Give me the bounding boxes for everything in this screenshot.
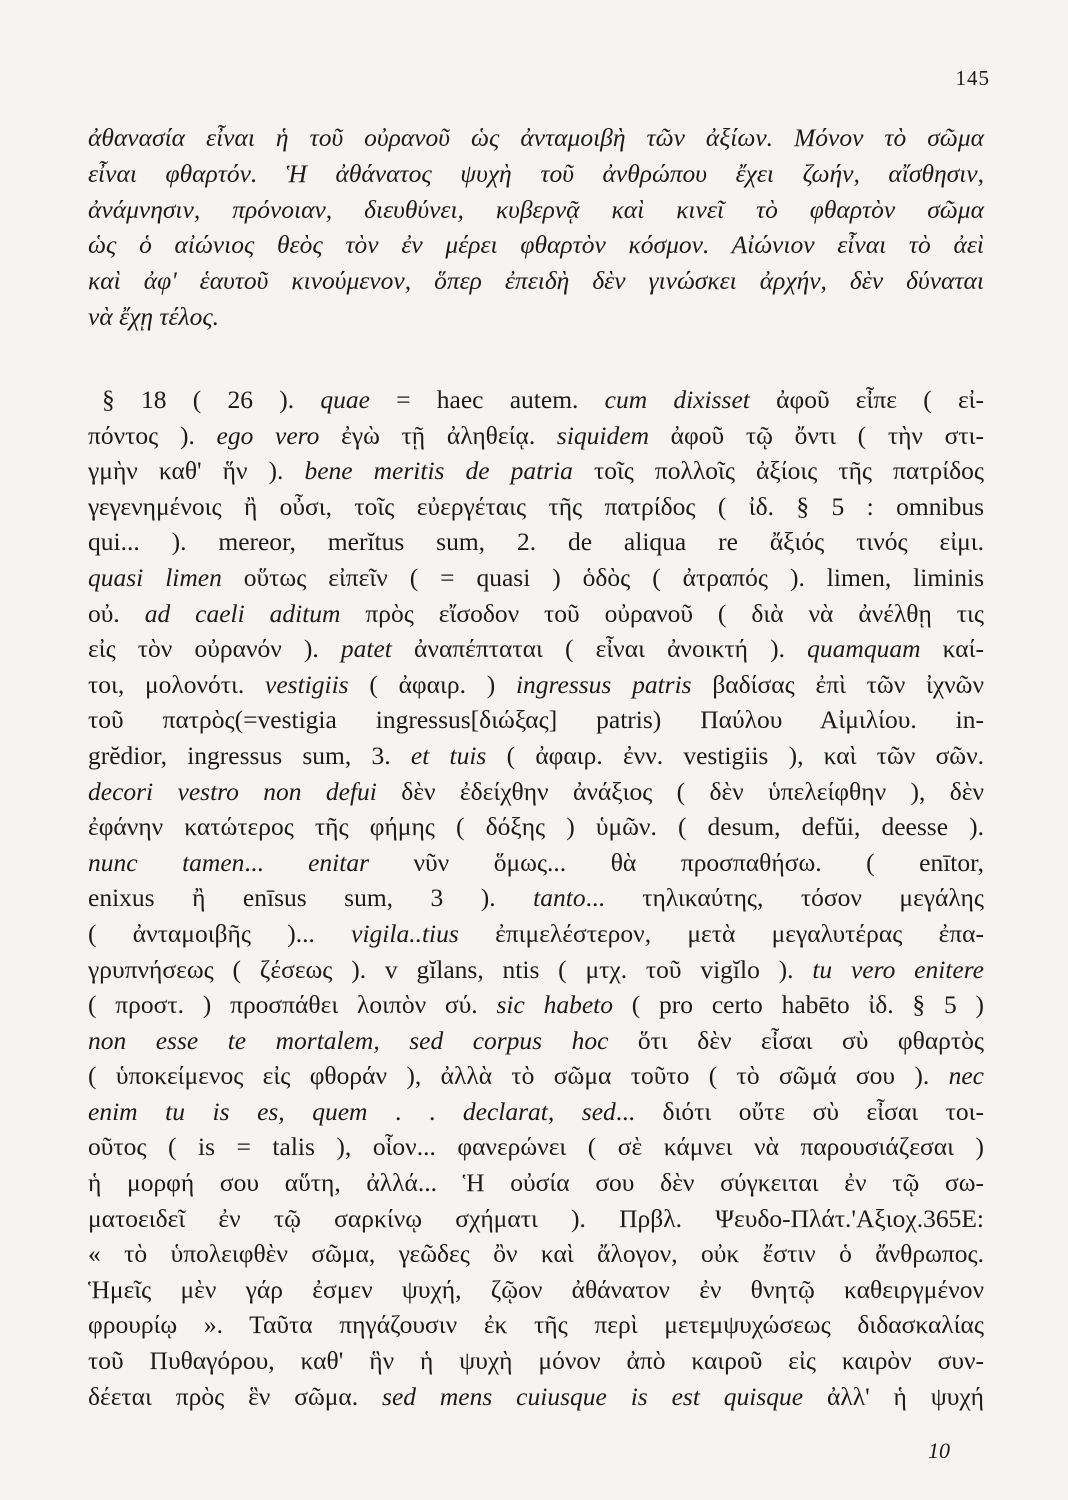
latin-lemma: patet	[340, 634, 392, 664]
gloss-text: ὅτι δὲν εἶσαι σὺ φθαρτὸς	[608, 1025, 984, 1055]
intro-line: ἀνάμνησιν, πρόνοιαν, διευθύνει, κυβερνᾷ καὶ κινεῖ τὸ φθαρτὸν σῶμα	[88, 194, 984, 224]
commentary-line	[88, 1236, 984, 1272]
commentary-line	[88, 1307, 984, 1343]
gloss-text: πρὸς εἴσοδον τοῦ οὐρανοῦ ( διὰ νὰ ἀνέλθῃ τις	[340, 598, 984, 628]
commentary-line	[88, 1201, 984, 1237]
commentary-line	[88, 596, 984, 632]
latin-lemma: enitar	[308, 847, 369, 877]
gloss-text: ( ἀφαιρ. )	[348, 669, 516, 699]
commentary-line	[88, 738, 984, 774]
commentary-line	[88, 418, 984, 454]
latin-lemma: tanto	[533, 883, 586, 913]
latin-lemma: nunc tamen	[88, 847, 245, 877]
latin-lemma: vigila..tius	[351, 918, 459, 948]
intro-line: ὡς ὁ αἰώνιος θεὸς τὸν ἐν μέρει φθαρτὸν κόσμον. Αἰώνιον εἶναι τὸ ἀεὶ	[88, 230, 984, 260]
latin-lemma: enim tu is es, quem	[88, 1096, 368, 1126]
gloss-text: νῦν ὅμως... θὰ προσπαθήσω. ( enītor,	[369, 847, 984, 877]
gloss-text: ἐπιμελέστερον, μετὰ μεγαλυτέρας ἐπα-	[458, 918, 985, 948]
latin-lemma: declarat, sed	[462, 1096, 616, 1126]
commentary-line	[88, 987, 984, 1023]
gloss-text: Ἡμεῖς μὲν γάρ ἐσμεν ψυχή, ζῷον ἀθάνατον ἐν θνητῷ καθειργμένον	[88, 1274, 984, 1304]
commentary-line	[88, 489, 984, 525]
gloss-text: . .	[367, 1096, 463, 1126]
commentary-line	[88, 667, 984, 703]
gloss-text: τοῦ πατρὸς(=vestigia ingressus[διώξας] patris) Παύλου Αἰμιλίου. in-	[88, 705, 984, 735]
latin-lemma: bene meritis de patria	[304, 456, 573, 486]
commentary-line	[88, 1058, 984, 1094]
gloss-text: enixus ἢ enīsus sum, 3 ).	[88, 883, 534, 913]
commentary-paragraph	[88, 382, 984, 1414]
latin-lemma: tu vero enitere	[812, 954, 984, 984]
latin-lemma: siquidem	[556, 420, 649, 450]
gloss-text: βαδίσας ἐπὶ τῶν ἰχνῶν	[691, 669, 984, 699]
gloss-text: ἀναπέπταται ( εἶναι ἀνοικτή ).	[391, 634, 808, 664]
latin-lemma: nec	[948, 1061, 984, 1091]
latin-lemma: et tuis	[410, 740, 487, 770]
gloss-text: πόντος ).	[88, 420, 217, 450]
latin-lemma: quasi limen	[88, 562, 222, 592]
gloss-text: ( ὑποκείμενος εἰς φθοράν ), ἀλλὰ τὸ σῶμα τοῦτο ( τὸ σῶμά σου ).	[88, 1061, 949, 1091]
gloss-text: « τὸ ὑπολειφθὲν σῶμα, γεῶδες ὂν καὶ ἄλογον, οὐκ ἔστιν ὁ ἄνθρωπος.	[88, 1239, 984, 1269]
gloss-text: τοῦ Πυθαγόρου, καθ' ἣν ἡ ψυχὴ μόνον ἀπὸ καιροῦ εἰς καιρὸν συν-	[88, 1346, 984, 1376]
gloss-text: οῦτος ( is = talis ), οἷον... φανερώνει ( σὲ κάμνει νὰ παρουσιάζεσαι )	[88, 1132, 984, 1162]
gloss-text: ἀλλ' ἡ ψυχή	[803, 1381, 984, 1411]
gloss-text: ἐφάνην κατώτερος τῆς φήμης ( δόξης ) ὑμῶν. ( desum, defŭi, deesse ).	[88, 812, 984, 842]
gloss-text: ( pro certo habēto ἰδ. § 5 )	[612, 990, 984, 1020]
intro-paragraph	[88, 120, 984, 335]
gloss-text: γμὴν καθ' ἥν ).	[88, 456, 305, 486]
gloss-text: ( ἀνταμοιβῆς )...	[88, 918, 352, 948]
commentary-line	[88, 453, 984, 489]
latin-lemma: decori vestro non defui	[88, 776, 377, 806]
gloss-text: ...	[244, 847, 309, 877]
gloss-text: τοι, μολονότι.	[88, 669, 266, 699]
commentary-line	[88, 382, 984, 418]
gloss-text: grĕdior, ingressus sum, 3.	[88, 740, 411, 770]
gloss-text: γεγενημένοις ἢ οὖσι, τοῖς εὐεργέταις τῆς πατρίδος ( ἰδ. § 5 : omnibus	[88, 491, 984, 521]
commentary-line	[88, 1379, 984, 1415]
commentary-line	[88, 845, 984, 881]
gloss-text: εἰς τὸν οὐρανόν ).	[88, 634, 341, 664]
latin-lemma: quamquam	[807, 634, 921, 664]
commentary-line	[88, 1343, 984, 1379]
gloss-text: ματοειδεῖ ἐν τῷ σαρκίνῳ σχήματι ). Πρβλ. Ψευδο-Πλάτ.'Αξιοχ.365E:	[88, 1203, 984, 1233]
latin-lemma: quae	[320, 385, 370, 414]
gloss-text: φρουρίῳ ». Ταῦτα πηγάζουσιν ἐκ τῆς περὶ μετεμψυχώσεως διδασκαλίας	[88, 1310, 984, 1340]
gloss-text: δὲν ἐδείχθην ἀνάξιος ( δὲν ὑπελείφθην ), δὲν	[376, 776, 984, 806]
latin-lemma: ad caeli aditum	[144, 598, 341, 628]
commentary-line	[88, 1129, 984, 1165]
gloss-text: οὐ.	[88, 598, 145, 628]
gloss-text: ... τηλικαύτης, τόσον μεγάλης	[585, 883, 984, 913]
commentary-line	[88, 952, 984, 988]
commentary-line	[88, 631, 984, 667]
commentary-line	[88, 916, 984, 952]
gloss-text: ( προστ. ) προσπάθει λοιπὸν σύ.	[88, 990, 497, 1020]
gloss-text: ἀφοῦ εἶπε ( εἰ-	[749, 385, 984, 414]
commentary-line	[88, 809, 984, 845]
gloss-text: ἐγὼ τῇ ἀληθείᾳ.	[319, 420, 557, 450]
latin-lemma: non esse te mortalem, sed corpus hoc	[88, 1025, 609, 1055]
gloss-text: qui... ). mereor, merĭtus sum, 2. de aliqua re ἄξιός τινός εἰμι.	[88, 527, 984, 557]
signature-mark: 10	[928, 1438, 950, 1463]
gloss-text: καί-	[920, 634, 984, 664]
intro-line: εἶναι φθαρτόν. Ἡ ἀθάνατος ψυχὴ τοῦ ἀνθρώπου ἔχει ζωήν, αἴσθησιν,	[88, 158, 984, 188]
commentary-line	[88, 1272, 984, 1308]
gloss-text: τοῖς πολλοῖς ἀξίοις τῆς πατρίδος	[572, 456, 984, 486]
commentary-line	[88, 1023, 984, 1059]
commentary-line	[88, 880, 984, 916]
gloss-text: γρυπνήσεως ( ζέσεως ). v gĭlans, ntis ( μτχ. τοῦ vigĭlo ).	[88, 954, 813, 984]
gloss-text: οὕτως εἰπεῖν ( = quasi ) ὁδὸς ( ἀτραπός ). limen, liminis	[221, 562, 984, 592]
latin-lemma: vestigiis	[265, 669, 349, 699]
page-number: 145	[955, 66, 990, 90]
commentary-line	[88, 1165, 984, 1201]
gloss-text: = haec autem.	[369, 385, 605, 414]
commentary-line	[88, 560, 984, 596]
gloss-text: δέεται πρὸς ἓν σῶμα.	[88, 1381, 383, 1411]
intro-line: καὶ ἀφ' ἑαυτοῦ κινούμενον, ὅπερ ἐπειδὴ δὲν γινώσκει ἀρχήν, δὲν δύναται	[88, 266, 984, 296]
gloss-text: § 18 ( 26 ).	[102, 385, 321, 414]
gloss-text: ἡ μορφή σου αὕτη, ἀλλά... Ἡ οὐσία σου δὲν σύγκειται ἐν τῷ σω-	[88, 1168, 984, 1198]
intro-line: νὰ ἔχῃ τέλος.	[88, 301, 220, 331]
latin-lemma: cum dixisset	[604, 385, 750, 414]
gloss-text: ... διότι οὔτε σὺ εἶσαι τοι-	[615, 1096, 984, 1126]
latin-lemma: ego vero	[216, 420, 320, 450]
latin-lemma: sic habeto	[496, 990, 613, 1020]
gloss-text: ἀφοῦ τῷ ὄντι ( τὴν στι-	[648, 420, 984, 450]
commentary-line	[88, 1094, 984, 1130]
commentary-line	[88, 702, 984, 738]
commentary-line	[88, 774, 984, 810]
commentary-line	[88, 524, 984, 560]
intro-line: ἀθανασία εἶναι ἡ τοῦ οὐρανοῦ ὡς ἀνταμοιβὴ τῶν ἀξίων. Μόνον τὸ σῶμα	[88, 123, 984, 152]
gloss-text: ( ἀφαιρ. ἐνν. vestigiis ), καὶ τῶν σῶν.	[486, 740, 984, 770]
latin-lemma: sed mens cuiusque is est quisque	[382, 1381, 804, 1411]
latin-lemma: ingressus patris	[515, 669, 692, 699]
